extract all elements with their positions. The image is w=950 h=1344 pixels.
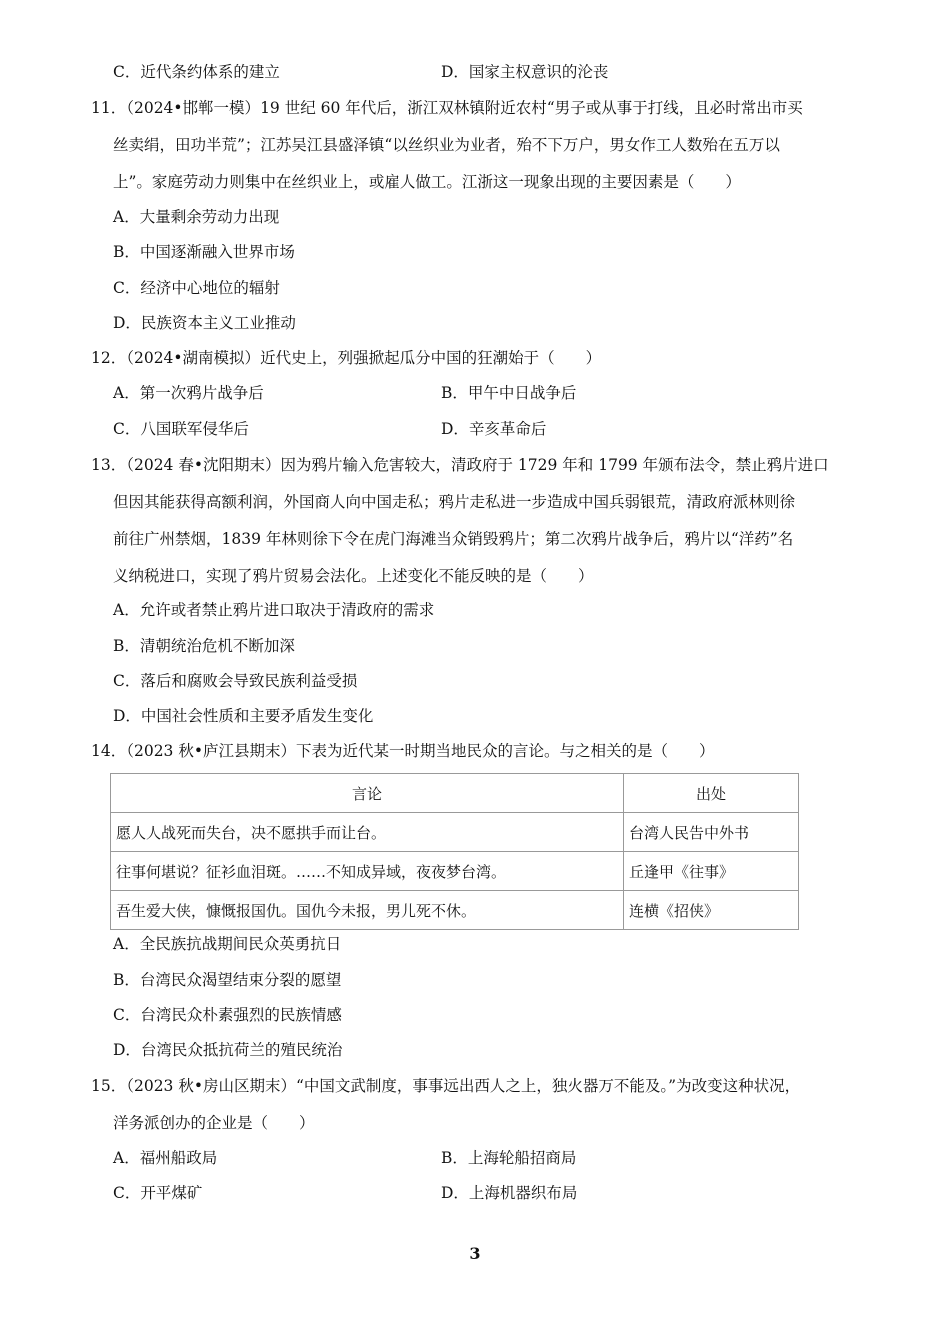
q13-stem-line-4: 义纳税进口，实现了鸦片贸易会法化。上述变化不能反映的是（ ） — [113, 567, 594, 585]
table-cell-source: 丘逢甲《往事》 — [624, 852, 799, 891]
q10-option-c: C．近代条约体系的建立 — [113, 63, 280, 81]
q15-option-c: C．开平煤矿 — [113, 1184, 203, 1202]
q11-option-a: A．大量剩余劳动力出现 — [113, 208, 280, 226]
q12-option-b: B．甲午中日战争后 — [441, 384, 577, 402]
table-cell-quote: 往事何堪说？征衫血泪斑。……不知成异域，夜夜梦台湾。 — [111, 852, 624, 891]
table-cell-source: 台湾人民告中外书 — [624, 813, 799, 852]
table-cell-quote: 愿人人战死而失台，决不愿拱手而让台。 — [111, 813, 624, 852]
table-header-source: 出处 — [624, 774, 799, 813]
q13-option-d: D．中国社会性质和主要矛盾发生变化 — [113, 707, 374, 725]
q14-stem: 14．（2023 秋•庐江县期末）下表为近代某一时期当地民众的言论。与之相关的是（ ） — [91, 742, 715, 760]
page-number: 3 — [469, 1244, 481, 1263]
q13-option-c: C．落后和腐败会导致民族利益受损 — [113, 672, 358, 690]
q15-stem-line-1: 15．（2023 秋•房山区期末）“中国文武制度，事事远出西人之上，独火器万不能及。”为改变这种状况， — [91, 1077, 801, 1095]
q15-option-a: A．福州船政局 — [113, 1149, 218, 1167]
table-cell-quote: 吾生爱大侠，慷慨报国仇。国仇今未报，男儿死不休。 — [111, 891, 624, 930]
table-row — [111, 813, 799, 852]
q15-option-b: B．上海轮船招商局 — [441, 1149, 577, 1167]
q14-option-c: C．台湾民众朴素强烈的民族情感 — [113, 1006, 342, 1024]
q13-option-b: B．清朝统治危机不断加深 — [113, 637, 295, 655]
q11-stem-line-1: 11．（2024•邯郸一模）19 世纪 60 年代后，浙江双林镇附近农村“男子或从事于打线，且必时常出市买 — [91, 99, 803, 117]
q11-option-c: C．经济中心地位的辐射 — [113, 279, 280, 297]
q12-option-d: D．辛亥革命后 — [441, 420, 547, 438]
q11-option-b: B．中国逐渐融入世界市场 — [113, 243, 295, 261]
q11-stem-line-2: 丝卖绢，田功半荒”；江苏吴江县盛泽镇“以丝织业为业者，殆不下万户，男女作工人数殆在五万以 — [113, 136, 780, 154]
table-cell-source: 连横《招侠》 — [624, 891, 799, 930]
table-header-quote: 言论 — [111, 774, 624, 813]
q15-option-d: D．上海机器织布局 — [441, 1184, 578, 1202]
table-row — [111, 852, 799, 891]
q14-option-b: B．台湾民众渴望结束分裂的愿望 — [113, 971, 342, 989]
q13-option-a: A．允许或者禁止鸦片进口取决于清政府的需求 — [113, 601, 435, 619]
table-row — [111, 891, 799, 930]
q15-stem-line-2: 洋务派创办的企业是（ ） — [113, 1114, 315, 1132]
q14-option-d: D．台湾民众抵抗荷兰的殖民统治 — [113, 1041, 343, 1059]
q12-stem: 12．（2024•湖南模拟）近代史上，列强掀起瓜分中国的狂潮始于（ ） — [91, 349, 602, 367]
q11-stem-line-3: 上”。家庭劳动力则集中在丝织业上，或雇人做工。江浙这一现象出现的主要因素是（ ） — [113, 173, 741, 191]
q10-option-d: D．国家主权意识的沦丧 — [441, 63, 609, 81]
q12-option-a: A．第一次鸦片战争后 — [113, 384, 264, 402]
q14-option-a: A．全民族抗战期间民众英勇抗日 — [113, 935, 342, 953]
q13-stem-line-3: 前往广州禁烟，1839 年林则徐下令在虎门海滩当众销毁鸦片；第二次鸦片战争后，鸦片以“洋药”名 — [113, 530, 794, 548]
quotes-table — [110, 773, 799, 930]
table-header-row — [111, 774, 799, 813]
q11-option-d: D．民族资本主义工业推动 — [113, 314, 296, 332]
q13-stem-line-2: 但因其能获得高额利润，外国商人向中国走私；鸦片走私进一步造成中国兵弱银荒，清政府派林则徐 — [113, 493, 796, 511]
q12-option-c: C．八国联军侵华后 — [113, 420, 249, 438]
q13-stem-line-1: 13．（2024 春•沈阳期末）因为鸦片输入危害较大，清政府于 1729 年和 1799 年颁布法令，禁止鸦片进口 — [91, 456, 829, 474]
